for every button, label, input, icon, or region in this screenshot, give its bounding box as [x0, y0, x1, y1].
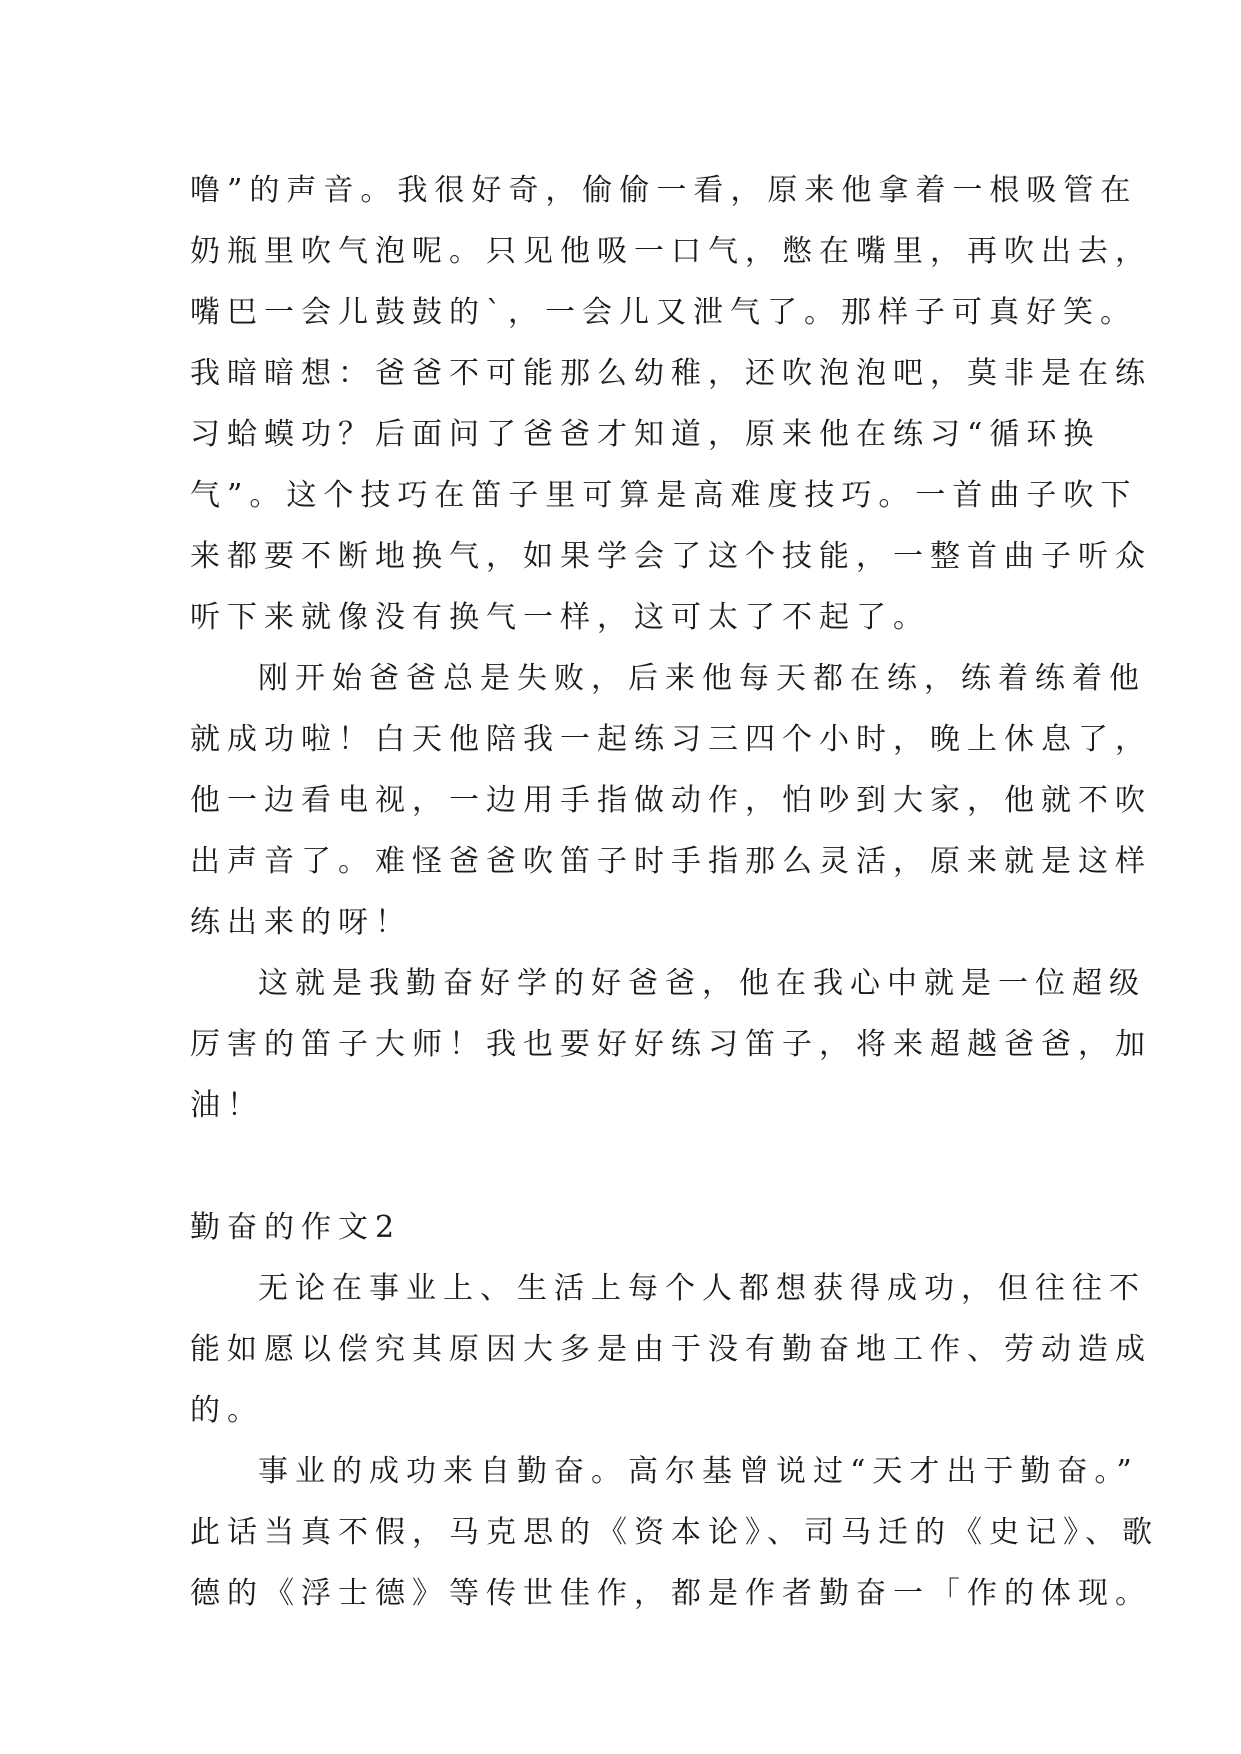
text-line: 奶瓶里吹气泡呢。只见他吸一口气，憋在嘴里，再吹出去，: [190, 234, 1152, 269]
text-line: 嘴巴一会儿鼓鼓的`，一会儿又泄气了。那样子可真好笑。: [190, 295, 1137, 330]
paragraph-start-line: 无论在事业上、生活上每个人都想获得成功，但往往不: [258, 1271, 1146, 1306]
section-title: 勤奋的作文2: [190, 1210, 402, 1245]
text-line: 能如愿以偿究其原因大多是由于没有勤奋地工作、劳动造成: [190, 1332, 1152, 1367]
text-line: 他一边看电视，一边用手指做动作，怕吵到大家，他就不吹: [190, 783, 1152, 818]
text-line: 就成功啦！白天他陪我一起练习三四个小时，晚上休息了，: [190, 722, 1152, 757]
text-line: 油！: [190, 1088, 264, 1123]
text-line: 的。: [190, 1393, 264, 1428]
text-line: 我暗暗想：爸爸不可能那么幼稚，还吹泡泡吧，莫非是在练: [190, 356, 1152, 391]
text-line: 气”。这个技巧在笛子里可算是高难度技巧。一首曲子吹下: [190, 478, 1138, 513]
paragraph-start-line: 事业的成功来自勤奋。高尔基曾说过“天才出于勤奋。”: [258, 1454, 1139, 1489]
text-line: 来都要不断地换气，如果学会了这个技能，一整首曲子听众: [190, 539, 1152, 574]
text-line: 噜”的声音。我很好奇，偷偷一看，原来他拿着一根吸管在: [190, 173, 1138, 208]
text-line: 此话当真不假，马克思的《资本论》、司马迁的《史记》、歌: [190, 1515, 1159, 1550]
text-line: 听下来就像没有换气一样，这可太了不起了。: [190, 600, 930, 635]
text-line: 德的《浮士德》等传世佳作，都是作者勤奋一「作的体现。: [190, 1576, 1152, 1611]
text-line: 练出来的呀！: [190, 905, 412, 940]
text-line: 厉害的笛子大师！我也要好好练习笛子，将来超越爸爸，加: [190, 1027, 1152, 1062]
paragraph-start-line: 刚开始爸爸总是失败，后来他每天都在练，练着练着他: [258, 661, 1146, 696]
section-spacer: [190, 1136, 1070, 1197]
text-line: 出声音了。难怪爸爸吹笛子时手指那么灵活，原来就是这样: [190, 844, 1152, 879]
document-page: [190, 160, 1159, 1624]
text-line: 习蛤蟆功？后面问了爸爸才知道，原来他在练习“循环换: [190, 417, 1101, 452]
paragraph-start-line: 这就是我勤奋好学的好爸爸，他在我心中就是一位超级: [258, 966, 1146, 1001]
